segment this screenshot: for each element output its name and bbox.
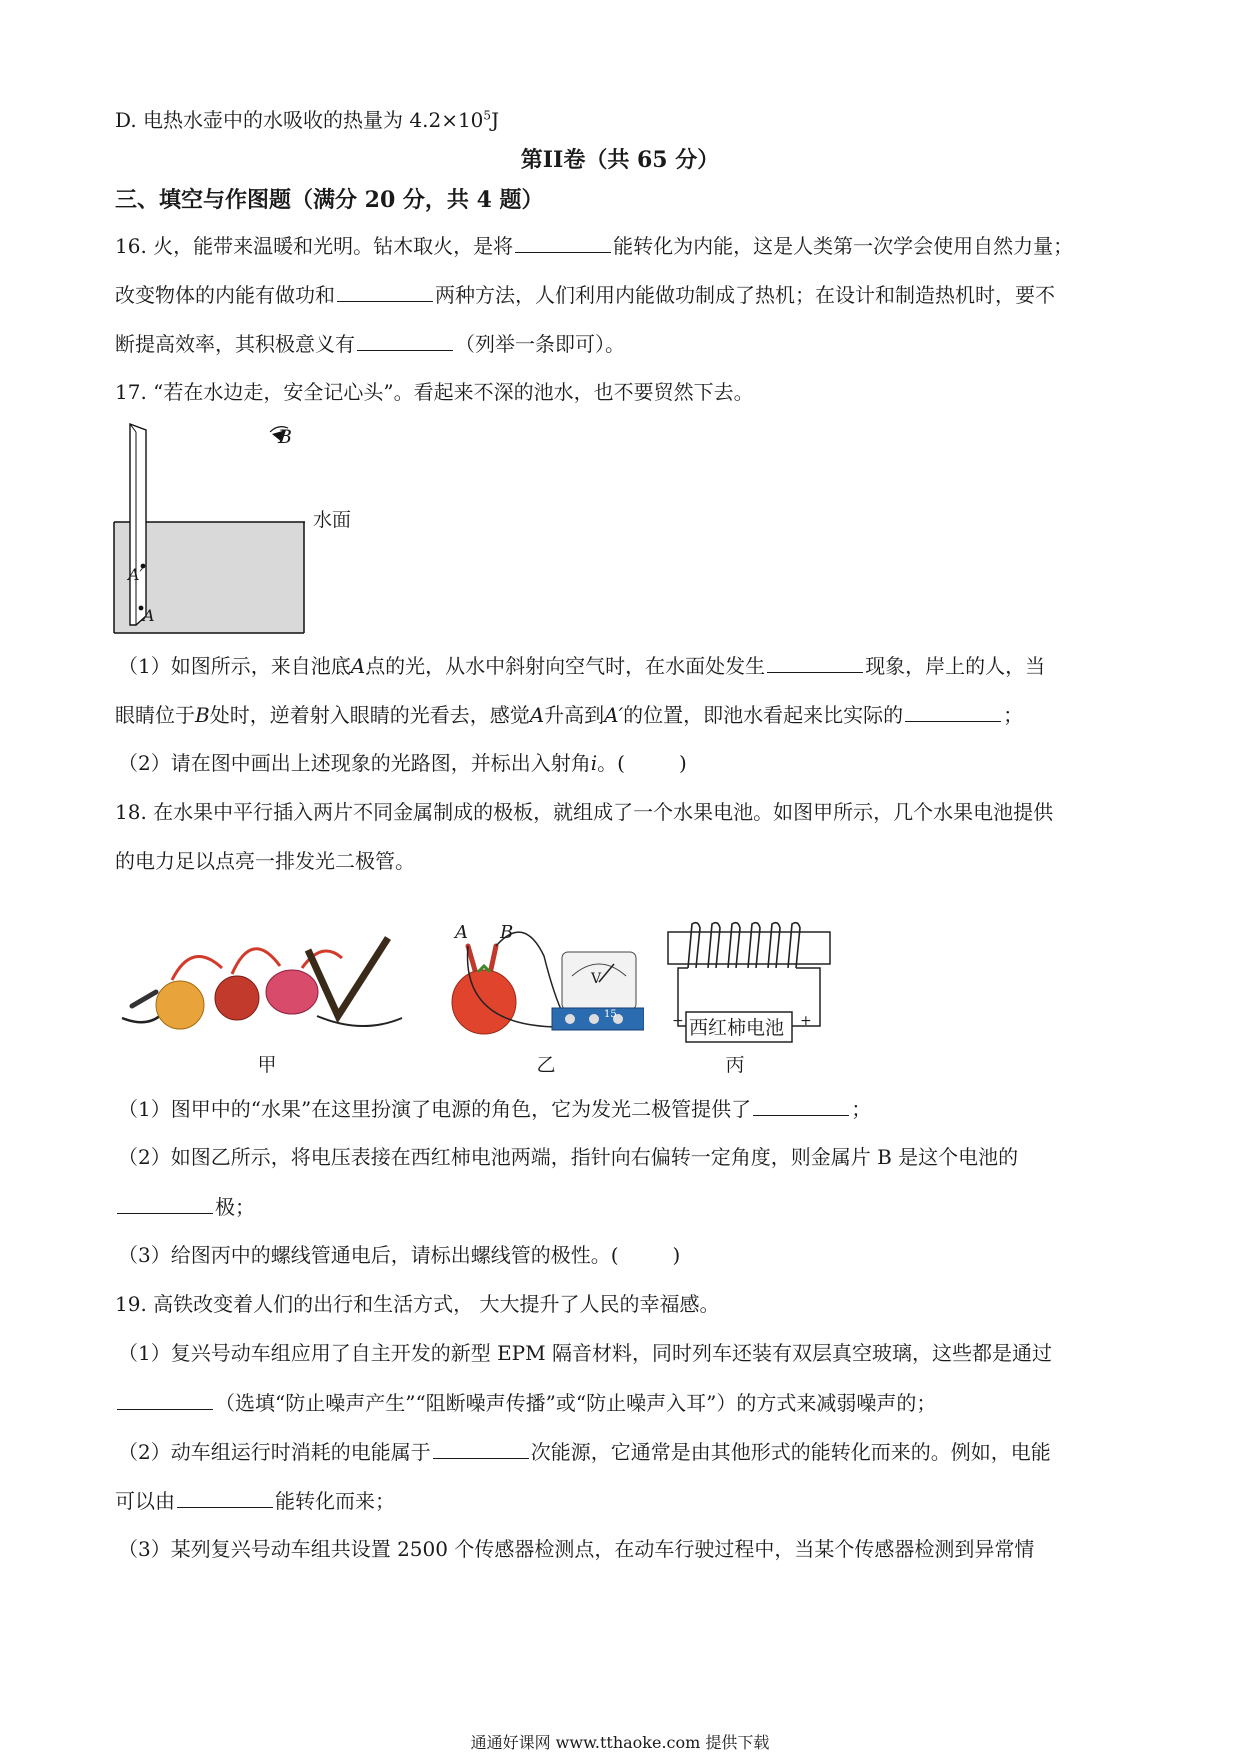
q16-line3 (115, 330, 625, 357)
q17-p1-line2 (115, 701, 1023, 728)
q17-p1-line1 (118, 652, 1045, 679)
q17-text: i (590, 751, 598, 775)
q17-text: ； (1003, 703, 1024, 727)
q16-text: 能转化为内能，这是人类第一次学会使用自然力量； (613, 234, 1074, 258)
answer-blank[interactable] (433, 1438, 529, 1459)
q17-text: （1）如图所示，来自池底 (118, 654, 351, 678)
q16-line2 (115, 281, 1055, 308)
part2-title: 第II卷（共 65 分） (520, 147, 720, 173)
q17-stem: 17. “若在水边走，安全记心头”。看起来不深的池水，也不要贸然下去。 (115, 380, 754, 404)
point-a-image-label: A′ (128, 565, 144, 584)
q18-text: 极； (215, 1195, 255, 1219)
answer-blank[interactable] (753, 1095, 849, 1116)
q19-p1-line1: （1）复兴号动车组应用了自主开发的新型 EPM 隔音材料，同时列车还装有双层真空玻璃，这些都是通过 (118, 1341, 1052, 1365)
option-d-exponent: 5 (483, 108, 492, 123)
q19-text: 次能源，它通常是由其他形式的能转化而来的。例如，电能 (530, 1440, 1051, 1464)
q18-p3 (118, 1242, 680, 1268)
q17-text: 的位置，即池水看起来比实际的 (623, 703, 904, 727)
dragonfruit-icon (266, 970, 318, 1014)
water-surface-label: 水面 (313, 509, 352, 531)
q18-line2: 的电力足以点亮一排发光二极管。 (115, 849, 415, 873)
battery-plus-label: + (800, 1013, 812, 1029)
q18-text: ； (851, 1097, 872, 1121)
point-a-label: A (143, 606, 155, 625)
option-d-unit: J (491, 108, 500, 132)
option-d (115, 107, 499, 133)
q16-text: 两种方法，人们利用内能做功制成了热机；在设计和制造热机时，要不 (435, 283, 1055, 307)
q19-text: 可以由 (115, 1489, 175, 1513)
pole (130, 424, 146, 625)
section3-title: 三、填空与作图题（满分 20 分，共 4 题） (115, 187, 544, 213)
answer-blank[interactable] (357, 330, 453, 351)
q17-p2 (118, 750, 687, 776)
q19-stem: 19. 高铁改变着人们的出行和生活方式， 大大提升了人民的幸福感。 (115, 1292, 720, 1316)
q16-line1 (115, 232, 1073, 259)
q19-p1-line2 (115, 1389, 936, 1416)
q17-text: A (529, 703, 545, 727)
q17-text: A (350, 654, 366, 678)
q19-p3-line1: （3）某列复兴号动车组共设置 2500 个传感器检测点，在动车行驶过程中，当某个传感器检测到异常情 (118, 1537, 1035, 1561)
q17-text: 现象，岸上的人，当 (865, 654, 1046, 678)
q19-text: （选填“防止噪声产生”“阻断噪声传播”或“防止噪声入耳”）的方式来减弱噪声的； (215, 1391, 937, 1415)
q17-text: 。( (597, 751, 625, 775)
q17-text: A′ (604, 703, 624, 727)
q19-text: （2）动车组运行时消耗的电能属于 (118, 1440, 431, 1464)
q17-text: 眼睛位于 (115, 703, 195, 727)
tomato-battery-label: 西红柿电池 (689, 1017, 785, 1039)
q16-text: 16. 火，能带来温暖和光明。钻木取火，是将 (115, 234, 514, 258)
q18-p2-line2 (115, 1193, 255, 1220)
fruit-battery-figure (112, 920, 412, 1040)
q18-p1 (118, 1095, 871, 1122)
q16-text: 断提高效率，其积极意义有 (115, 332, 355, 356)
q19-text: 能转化而来； (275, 1489, 395, 1513)
q18-text: （3）给图丙中的螺线管通电后，请标出螺线管的极性。( (118, 1243, 619, 1267)
led-strip-icon (308, 938, 388, 1016)
answer-blank[interactable] (905, 701, 1001, 722)
q17-text: 升高到 (544, 703, 605, 727)
option-d-text: D. 电热水壶中的水吸收的热量为 4.2×10 (115, 108, 484, 132)
q19-p2-line1 (118, 1438, 1051, 1465)
clip-icon (132, 992, 156, 1006)
q17-text: ) (678, 751, 687, 775)
electrode-a-label: A (455, 922, 468, 943)
q18-p2-line1: （2）如图乙所示，将电压表接在西红柿电池两端，指针向右偏转一定角度，则金属片 B 是这个电池的 (118, 1145, 1019, 1169)
caption-yi: 乙 (536, 1054, 556, 1076)
q17-text: B (195, 703, 210, 727)
answer-blank[interactable] (117, 1193, 213, 1214)
caption-bing: 丙 (725, 1054, 745, 1076)
q18-text: ) (672, 1243, 681, 1267)
battery-minus-label: − (672, 1013, 684, 1029)
orange-icon (156, 981, 204, 1029)
electrode-b-label: B (500, 922, 514, 943)
answer-blank[interactable] (337, 281, 433, 302)
tomato-icon (452, 970, 516, 1034)
q16-text: 改变物体的内能有做功和 (115, 283, 335, 307)
page-footer: 通通好课网 www.tthaoke.com 提供下载 (470, 1733, 770, 1752)
answer-blank[interactable] (177, 1487, 273, 1508)
pomegranate-icon (215, 976, 259, 1020)
voltmeter-label: V (591, 971, 602, 987)
q16-text: （列举一条即可）。 (455, 332, 625, 356)
eye-label-b: B (278, 426, 292, 448)
caption-jia: 甲 (257, 1054, 277, 1076)
answer-blank[interactable] (767, 652, 863, 673)
q17-text: 处时，逆着射入眼睛的光看去，感觉 (209, 703, 530, 727)
q18-line1: 18. 在水果中平行插入两片不同金属制成的极板，就组成了一个水果电池。如图甲所示，几个水果电池提供 (115, 800, 1054, 824)
q19-p2-line2 (115, 1487, 395, 1514)
q17-text: 点的光，从水中斜射向空气时，在水面处发生 (365, 654, 766, 678)
answer-blank[interactable] (515, 232, 611, 253)
q17-text: （2）请在图中画出上述现象的光路图，并标出入射角 (118, 751, 591, 775)
voltmeter-terminal-label: 15 (604, 1009, 617, 1020)
answer-blank[interactable] (117, 1389, 213, 1410)
q18-text: （1）图甲中的“水果”在这里扮演了电源的角色，它为发光二极管提供了 (118, 1097, 752, 1121)
